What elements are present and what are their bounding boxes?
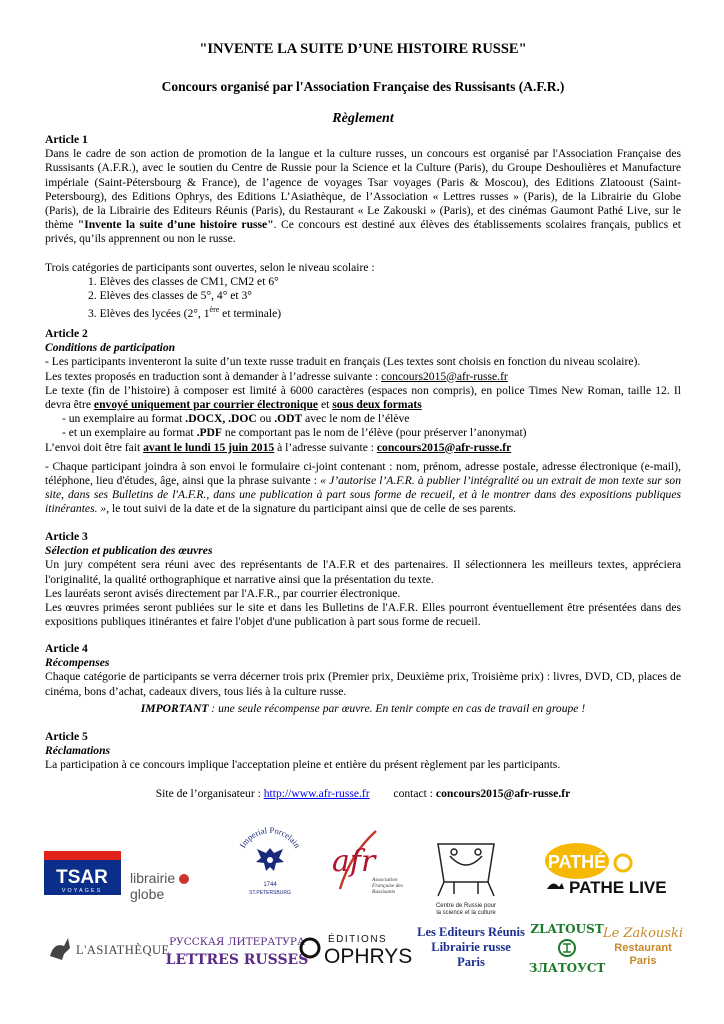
pathe-live-logo	[543, 841, 683, 897]
article-2-form-line: - Chaque participant joindra à son envoi le formulaire ci-joint contenant : nom, prénom, adresse postale, adresse électronique (e-mail), téléphone, lieu d'études, âge, ainsi que la phrase suivante : « J’autorise l’A.F.R. à publier l’intégralité ou un extrait de mon texte sur son site, dans ses Bulletins de l'A.F.R., dans une publication à part sous forme de recueil, et à le montrer dans des expositions publiques itinérantes. », le tout suivi de la date et de la signature du participant ainsi que de celle de ses parents.	[45, 459, 681, 516]
article-1-heading: Article 1	[45, 133, 88, 146]
article-2-subheading: Conditions de participation	[45, 341, 176, 355]
svg-text:ST.PETERSBURG: ST.PETERSBURG	[249, 890, 291, 896]
svg-text:VOYAGES: VOYAGES	[61, 888, 103, 894]
article-5-heading: Article 5	[45, 730, 88, 743]
document-title: "INVENTE LA SUITE D’UNE HISTOIRE RUSSE"	[199, 41, 527, 57]
article-2	[45, 327, 681, 517]
ophrys-logo	[298, 930, 413, 968]
imperial-porcelain-logo	[233, 826, 307, 898]
article-5	[45, 730, 681, 773]
contact-email[interactable]: concours2015@afr-russe.fr	[435, 787, 571, 800]
deadline-line: L’envoi doit être fait avant le lundi 15 juin 2015 à l’adresse suivante : concours2015@afr-russe.fr	[45, 440, 512, 454]
article-4-line-1: Chaque catégorie de participants se verra décerner trois prix (Premier prix, Deuxième prix, Troisième prix) : livres, DVD, CD, places de cinéma, bons d’achat, cadeaux divers, tous liés à la culture russe.	[45, 670, 681, 698]
svg-text:TSAR: TSAR	[56, 867, 108, 888]
svg-text:LETTRES RUSSES: LETTRES RUSSES	[165, 952, 309, 968]
format-1: - un exemplaire au format .DOCX, .DOC ou .ODT avec le nom de l’élève	[62, 412, 410, 426]
article-4	[45, 642, 681, 716]
svg-text:OPHRYS: OPHRYS	[324, 945, 413, 968]
ophrys-o-icon	[301, 939, 319, 957]
horseman-icon	[50, 938, 70, 960]
article-2-heading: Article 2	[45, 327, 88, 340]
important-note: IMPORTANT : une seule récompense par œuvre. En tenir compte en cas de travail en groupe !	[140, 701, 586, 715]
article-1	[45, 133, 681, 321]
lettres-russes-logo	[165, 931, 309, 971]
reglement-heading: Règlement	[332, 111, 394, 126]
submission-email-link[interactable]: concours2015@afr-russe.fr	[376, 440, 512, 454]
svg-text:afr: afr	[332, 844, 376, 879]
article-2-line-2: Les textes proposés en traduction sont à demander à l’adresse suivante : concours2015@afr-russe.fr	[45, 369, 508, 383]
librairie-globe-logo: librairie globe	[130, 870, 226, 890]
article-5-line-1: La participation à ce concours implique l'acceptation pleine et entière du présent règlement par les participants.	[45, 758, 561, 772]
svg-text:1744: 1744	[263, 882, 277, 888]
svg-text:la science et la culture: la science et la culture	[436, 910, 496, 916]
article-2-line-1: - Les participants inventeront la suite d’un texte russe traduit en français (Les textes sont choisis en fonction du niveau scolaire).	[45, 355, 641, 369]
theme-title: "Invente la suite d’une histoire russe"	[77, 218, 274, 232]
category-2: 2. Elèves des classes de 5°, 4° et 3°	[88, 289, 252, 303]
centre-de-russie-logo	[424, 836, 508, 916]
svg-text:Imperial Porcelain: Imperial Porcelain	[237, 826, 303, 850]
rooster-icon	[547, 883, 564, 889]
le-zakouski-logo: Le Zakouski Restaurant Paris	[602, 926, 684, 967]
category-3: 3. Elèves des lycées (2°, 1ère et terminale)	[88, 305, 282, 321]
article-3-heading: Article 3	[45, 530, 88, 543]
article-3-line-3: Les œuvres primées seront publiées sur le site et dans les Bulletins de l'A.F.R. Elles pourront éventuellement être présentées dans des expositions publiques itinérantes et faire l'objet d'une publication à part sous forme de recueil.	[45, 601, 681, 629]
svg-text:PATHÉ: PATHÉ	[547, 852, 607, 872]
svg-text:Association: Association	[372, 877, 398, 883]
double-eagle-icon	[256, 848, 284, 871]
category-1: 1. Elèves des classes de CM1, CM2 et 6°	[88, 274, 279, 288]
article-4-heading: Article 4	[45, 642, 88, 655]
svg-text:PATHE LIVE: PATHE LIVE	[569, 878, 667, 897]
deadline-date: avant le lundi 15 juin 2015	[143, 440, 275, 454]
theatre-masks-icon	[438, 844, 494, 896]
article-3-line-2: Les lauréats seront avisés directement par l'A.F.R., par courrier électronique.	[45, 586, 401, 600]
svg-text:Centre de Russie pour: Centre de Russie pour	[435, 903, 497, 909]
svg-text:L'ASIATHÈQUE: L'ASIATHÈQUE	[76, 943, 170, 957]
article-5-subheading: Réclamations	[45, 744, 111, 758]
authorization-quote: « J’autorise l’A.F.R. à publier l’intégralité ou un extrait de mon texte sur son site, dans ses Bulletins de l'A.F.R., dans une publication à part sous forme de recueil, et à le montrer dans des expositions publiques itinérantes. »	[45, 474, 681, 516]
organizer-footer: Site de l’organisateur : http://www.afr-russe.fr contact : concours2015@afr-russe.fr	[155, 787, 571, 800]
article-3	[45, 530, 681, 629]
article-4-subheading: Récompenses	[45, 656, 110, 670]
document-subtitle: Concours organisé par l'Association Française des Russisants (A.F.R.)	[161, 79, 565, 94]
afr-logo	[326, 829, 406, 899]
globe-icon	[179, 874, 189, 884]
categories-intro: Trois catégories de participants sont ouvertes, selon le niveau scolaire :	[45, 260, 375, 274]
tsar-voyages-logo	[44, 851, 121, 895]
article-3-subheading: Sélection et publication des œuvres	[45, 544, 213, 558]
svg-text:ЗЛАТОУСТ: ЗЛАТОУСТ	[528, 961, 606, 975]
editeurs-reunis-logo: Les Editeurs Réunis Librairie russe Paris	[417, 925, 525, 969]
svg-text:ÉDITIONS: ÉDITIONS	[328, 934, 388, 945]
article-1-intro: Dans le cadre de son action de promotion de la langue et la culture russes, un concours est organisé par l'Association Française des Russisants (A.F.R.), avec le soutien du Centre de Russie pour la Science et la Culture (Paris), du Groupe Deshoulières et Manufacture impériale (Saint-Pétersbourg & France), de l’agence de voyages Tsar voyages (Paris & Moscou), des Editions Zlatooust (Saint-Petersbourg), des Editions Ophrys, des Editions L’Asiathèque, de l’Association « Lettres russes » (Paris), de la Librairie du Globe (Paris), de la Librairie des Editeurs Réunis (Paris), du Restaurant « Le Zakouski » (Paris), et des cinémas Gaumont Pathé Live, sur le thème "Invente la suite d’une histoire russe". Ce concours est destiné aux élèves des établissements scolaires français, publics et privés, qu’ils apprennent ou non le russe.	[45, 147, 681, 246]
svg-text:РУССКАЯ ЛИТЕРАТУРА: РУССКАЯ ЛИТЕРАТУРА	[169, 936, 305, 948]
svg-text:Française des: Française des	[372, 883, 404, 889]
format-2: - et un exemplaire au format .PDF ne comportant pas le nom de l’élève (pour préserver l’anonymat)	[62, 426, 527, 440]
svg-text:Russisants: Russisants	[372, 889, 396, 895]
article-3-line-1: Un jury compétent sera réuni avec des représentants de l'A.F.R et des partenaires. Il sélectionnera les meilleurs textes, appréciera l'originalité, la qualité orthographique et narrative ainsi que la présentation du texte.	[45, 558, 681, 586]
asiatheque-logo	[44, 930, 174, 966]
article-2-line-3: Le texte (fin de l’histoire) à composer est limité à 6000 caractères (espaces non compris), en police Times New Roman, taille 12. Il devra être envoyé uniquement par courrier électronique et sous deux formats	[45, 383, 681, 412]
zlatoust-logo	[528, 917, 606, 977]
svg-text:ZLATOUST: ZLATOUST	[530, 922, 604, 936]
organizer-site-link[interactable]: http://www.afr-russe.fr	[263, 787, 370, 800]
request-email-link[interactable]: concours2015@afr-russe.fr	[381, 369, 508, 383]
